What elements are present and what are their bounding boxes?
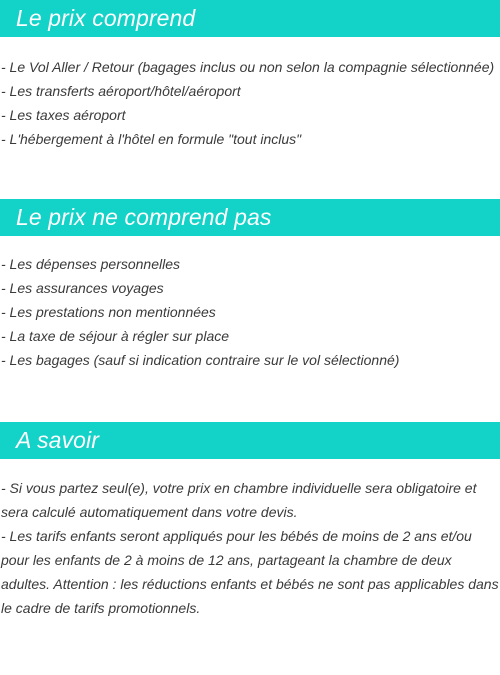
not-included-list	[0, 252, 500, 372]
list-item: - Les assurances voyages	[1, 280, 164, 296]
section-title-good-to-know: A savoir	[16, 427, 100, 453]
list-item: - Le Vol Aller / Retour (bagages inclus ou non selon la compagnie sélectionnée)	[1, 59, 495, 75]
list-item: - L'hébergement à l'hôtel en formule "tout inclus"	[1, 131, 302, 147]
list-item: - Les dépenses personnelles	[1, 256, 181, 272]
list-item: - Les transferts aéroport/hôtel/aéroport	[1, 83, 241, 99]
section-header-included	[0, 0, 500, 37]
list-item: - Les prestations non mentionnées	[1, 304, 216, 320]
section-title-not-included: Le prix ne comprend pas	[16, 204, 272, 230]
list-item: - Les taxes aéroport	[1, 107, 126, 123]
section-not-included	[0, 199, 500, 372]
info-paragraph-child-rates: - Les tarifs enfants seront appliqués pour les bébés de moins de 2 ans et/ou pour les enfants de 2 à moins de 12 ans, partageant la chambre de deux adultes. Attention : les réductions enfants et bébés ne sont pas applicables dans le cadre de tarifs promotionnels.	[1, 528, 499, 616]
section-title-included: Le prix comprend	[16, 5, 196, 31]
included-list	[0, 55, 500, 151]
section-header-good-to-know	[0, 422, 500, 459]
section-good-to-know	[0, 422, 500, 620]
list-item: - La taxe de séjour à régler sur place	[1, 328, 230, 344]
list-item: - Les bagages (sauf si indication contraire sur le vol sélectionné)	[1, 352, 400, 368]
section-header-not-included	[0, 199, 500, 236]
good-to-know-body	[0, 476, 500, 620]
section-included	[0, 0, 500, 151]
info-paragraph-single-room: - Si vous partez seul(e), votre prix en chambre individuelle sera obligatoire et sera calculé automatiquement dans votre devis.	[1, 480, 477, 520]
